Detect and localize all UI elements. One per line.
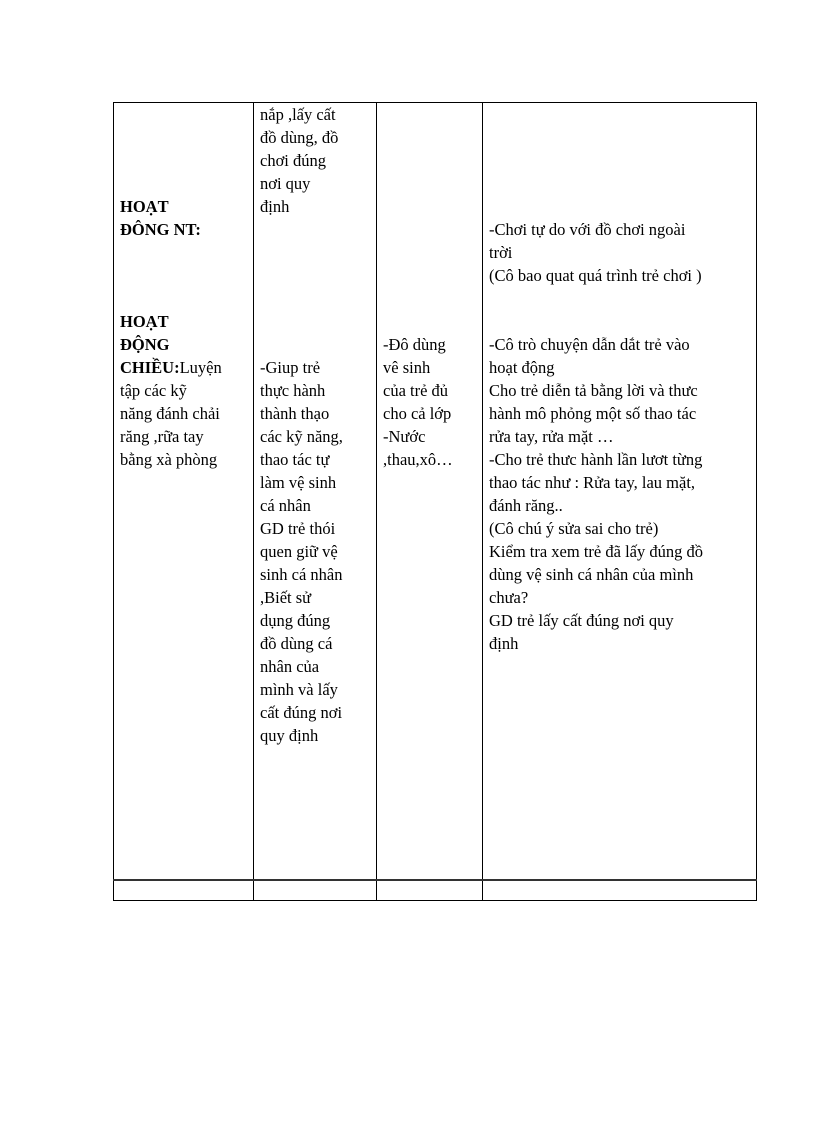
goal-line: làm vệ sinh <box>260 473 337 492</box>
goal-line: GD trẻ thói <box>260 519 336 538</box>
goal-line: -Giup trẻ <box>260 358 321 377</box>
procedure-line: (Cô bao quat quá trình trẻ chơi ) <box>489 266 702 285</box>
goals-column-cell <box>254 103 377 881</box>
procedure-line: định <box>489 634 519 653</box>
procedure-line: hoạt động <box>489 358 555 377</box>
section1-title-line1: HOẠT <box>120 197 169 216</box>
section2-title-line2: ĐỘNG <box>120 335 170 354</box>
goal-line: ,Biết sử <box>260 588 312 607</box>
section2-line: răng ,rữa tay <box>120 427 204 446</box>
material-line: -Đô dùng <box>383 335 446 354</box>
procedure-line: (Cô chú ý sửa sai cho trẻ) <box>489 519 659 538</box>
procedure-line: GD trẻ lấy cất đúng nơi quy <box>489 611 674 630</box>
goal-line: nơi quy <box>260 174 311 193</box>
goal-line: thao tác tự <box>260 450 330 469</box>
procedure-line: -Cô trò chuyện dẫn dắt trẻ vào <box>489 335 690 354</box>
lesson-plan-table <box>113 102 757 901</box>
material-line: của trẻ đủ <box>383 381 449 400</box>
materials-column-cell <box>377 103 483 881</box>
goal-line: cá nhân <box>260 496 311 515</box>
procedure-line: trời <box>489 243 513 262</box>
procedure-line: -Chơi tự do với đồ chơi ngoài <box>489 220 686 239</box>
procedure-line: Kiểm tra xem trẻ đã lấy đúng đồ <box>489 542 703 561</box>
empty-cell <box>483 880 757 901</box>
goal-line: quy định <box>260 726 319 745</box>
procedure-line: dùng vệ sinh cá nhân của mình <box>489 565 694 584</box>
section2-title-bold: CHIỀU: <box>120 358 180 377</box>
goal-line: thực hành <box>260 381 326 400</box>
goal-line: dụng đúng <box>260 611 331 630</box>
procedure-line: chưa? <box>489 588 529 607</box>
material-line: cho cả lớp <box>383 404 452 423</box>
procedure-line: thao tác như : Rửa tay, lau mặt, <box>489 473 696 492</box>
goal-line: đồ dùng cá <box>260 634 333 653</box>
goal-line: định <box>260 197 290 216</box>
section2-title-rest: Luyện <box>179 358 222 377</box>
goal-line: các kỹ năng, <box>260 427 343 446</box>
empty-cell <box>254 880 377 901</box>
procedure-column-cell <box>483 103 757 881</box>
section2-line: tập các kỹ <box>120 381 187 400</box>
goal-line: nắp ,lấy cất <box>260 105 336 124</box>
goal-line: cất đúng nơi <box>260 703 343 722</box>
material-line: -Nước <box>383 427 426 446</box>
procedure-line: Cho trẻ diễn tả bằng lời và thưc <box>489 381 698 400</box>
goal-line: nhân của <box>260 657 320 676</box>
goal-line: mình và lấy <box>260 680 338 699</box>
goal-line: đồ dùng, đồ <box>260 128 339 147</box>
table-row-main <box>114 103 757 881</box>
table-row-empty <box>114 880 757 901</box>
section2-title-line3 <box>120 356 247 379</box>
goal-line: quen giữ vệ <box>260 542 338 561</box>
procedure-line: -Cho trẻ thưc hành lần lươt từng <box>489 450 703 469</box>
procedure-line: rửa tay, rửa mặt … <box>489 427 614 446</box>
goal-line: thành thạo <box>260 404 330 423</box>
material-line: ,thau,xô… <box>383 450 453 469</box>
section2-line: bằng xà phòng <box>120 450 218 469</box>
empty-cell <box>114 880 254 901</box>
section1-title-line2: ĐÔNG NT: <box>120 220 201 239</box>
material-line: vê sinh <box>383 358 431 377</box>
empty-cell <box>377 880 483 901</box>
procedure-line: đánh răng.. <box>489 496 563 515</box>
activity-column-cell <box>114 103 254 881</box>
procedure-line: hành mô phỏng một số thao tác <box>489 404 697 423</box>
goal-line: chơi đúng <box>260 151 327 170</box>
goal-line: sinh cá nhân <box>260 565 343 584</box>
section2-line: năng đánh chải <box>120 404 220 423</box>
section2-title-line1: HOẠT <box>120 312 169 331</box>
